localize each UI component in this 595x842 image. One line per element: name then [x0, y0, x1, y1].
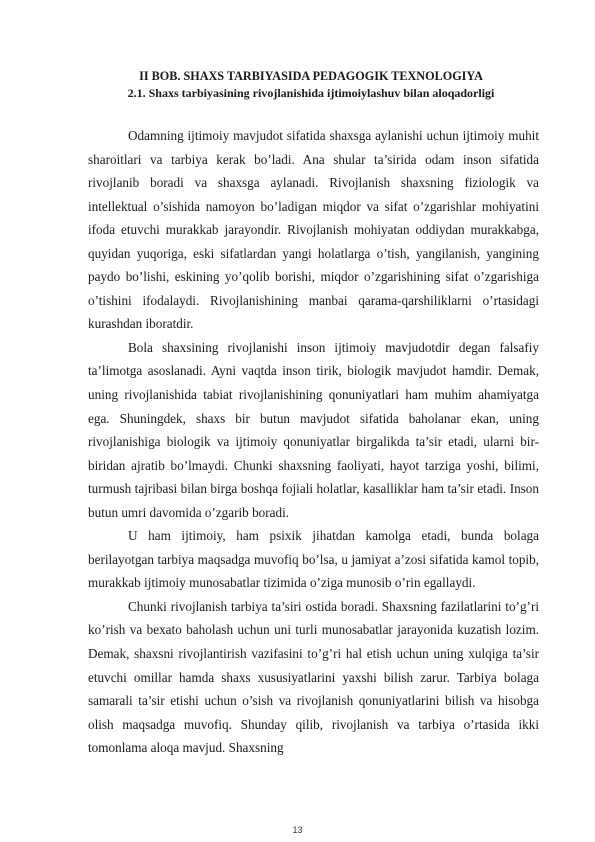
section-title: 2.1. Shaxs tarbiyasining rivojlanishida ijtimoiylashuv bilan aloqadorligi	[127, 86, 495, 100]
paragraph: U ham ijtimoiy, ham psixik jihatdan kamolga etadi, bunda bolaga berilayotgan tarbiya maqsadga muvofiq bo’lsa, u jamiyat a’zosi sifatida kamol topib, murakkab ijtimoiy munosabatlar tizimida o’ziga munosib o’rin egallaydi.	[88, 528, 539, 591]
body-text	[88, 124, 539, 760]
chapter-title: II BOB. SHAXS TARBIYASIDA PEDAGOGIK TEXNOLOGIYA	[139, 69, 483, 83]
page-number: 13	[292, 825, 303, 835]
paragraph: Chunki rivojlanish tarbiya ta’siri ostida boradi. Shaxsning fazilatlarini to’g’ri ko’rish va bexato baholash uchun uni turli munosabatlar jarayonida kuzatish lozim. Demak, shaxsni rivojlantirish vazifasini to’g’ri hal etish uchun uning xulqiga ta’sir etuvchi omillar hamda shaxs xususiyatlarini yaxshi bilish zarur. Tarbiya bolaga samarali ta’sir etishi uchun o’sish va rivojlanish qonuniyatlarini bilish va hisobga olish maqsadga muvofiq. Shunday qilib, rivojlanish va tarbiya o’rtasida ikki tomonlama aloqa mavjud. Shaxsning	[88, 598, 539, 756]
paragraph: Bola shaxsining rivojlanishi inson ijtimoiy mavjudotdir degan falsafiy ta’limotga asoslanadi. Ayni vaqtda inson tirik, biologik mavjudot hamdir. Demak, uning rivojlanishida tabiat rivojlanishining qonuniyatlari ham muhim ahamiyatga ega. Shuningdek, shaxs bir butun mavjudot sifatida baholanar ekan, uning rivojlanishiga biologik va ijtimoiy qonuniyatlar birgalikda ta’sir etadi, ularni bir-biridan ajratib bo’lmaydi. Chunki shaxsning faoliyati, hayot tarziga yoshi, bilimi, turmush tajribasi bilan birga boshqa fojiali holatlar, kasalliklar ham ta’sir etadi. Inson butun umri davomida o’zgarib boradi.	[88, 339, 539, 520]
paragraph: Odamning ijtimoiy mavjudot sifatida shaxsga aylanishi uchun ijtimoiy muhit sharoitlari va tarbiya kerak bo’ladi. Ana shular ta’sirida odam inson sifatida rivojlanib boradi va shaxsga aylanadi. Rivojlanish shaxsning fiziologik va intellektual o’sishida namoyon bo’ladigan miqdor va sifat o’zgarishlar mohiyatini ifoda etuvchi murakkab jarayondir. Rivojlanish mohiyatan oddiydan murakkabga, quyidan yuqoriga, eski sifatlardan yangi holatlarga o’tish, yangilanish, yangining paydo bo’lishi, eskining yo’qolib borishi, miqdor o’zgarishining sifat o’zgarishiga o’tishini ifodalaydi. Rivojlanishining manbai qarama-qarshiliklarni o’rtasidagi kurashdan iboratdir.	[88, 128, 539, 332]
